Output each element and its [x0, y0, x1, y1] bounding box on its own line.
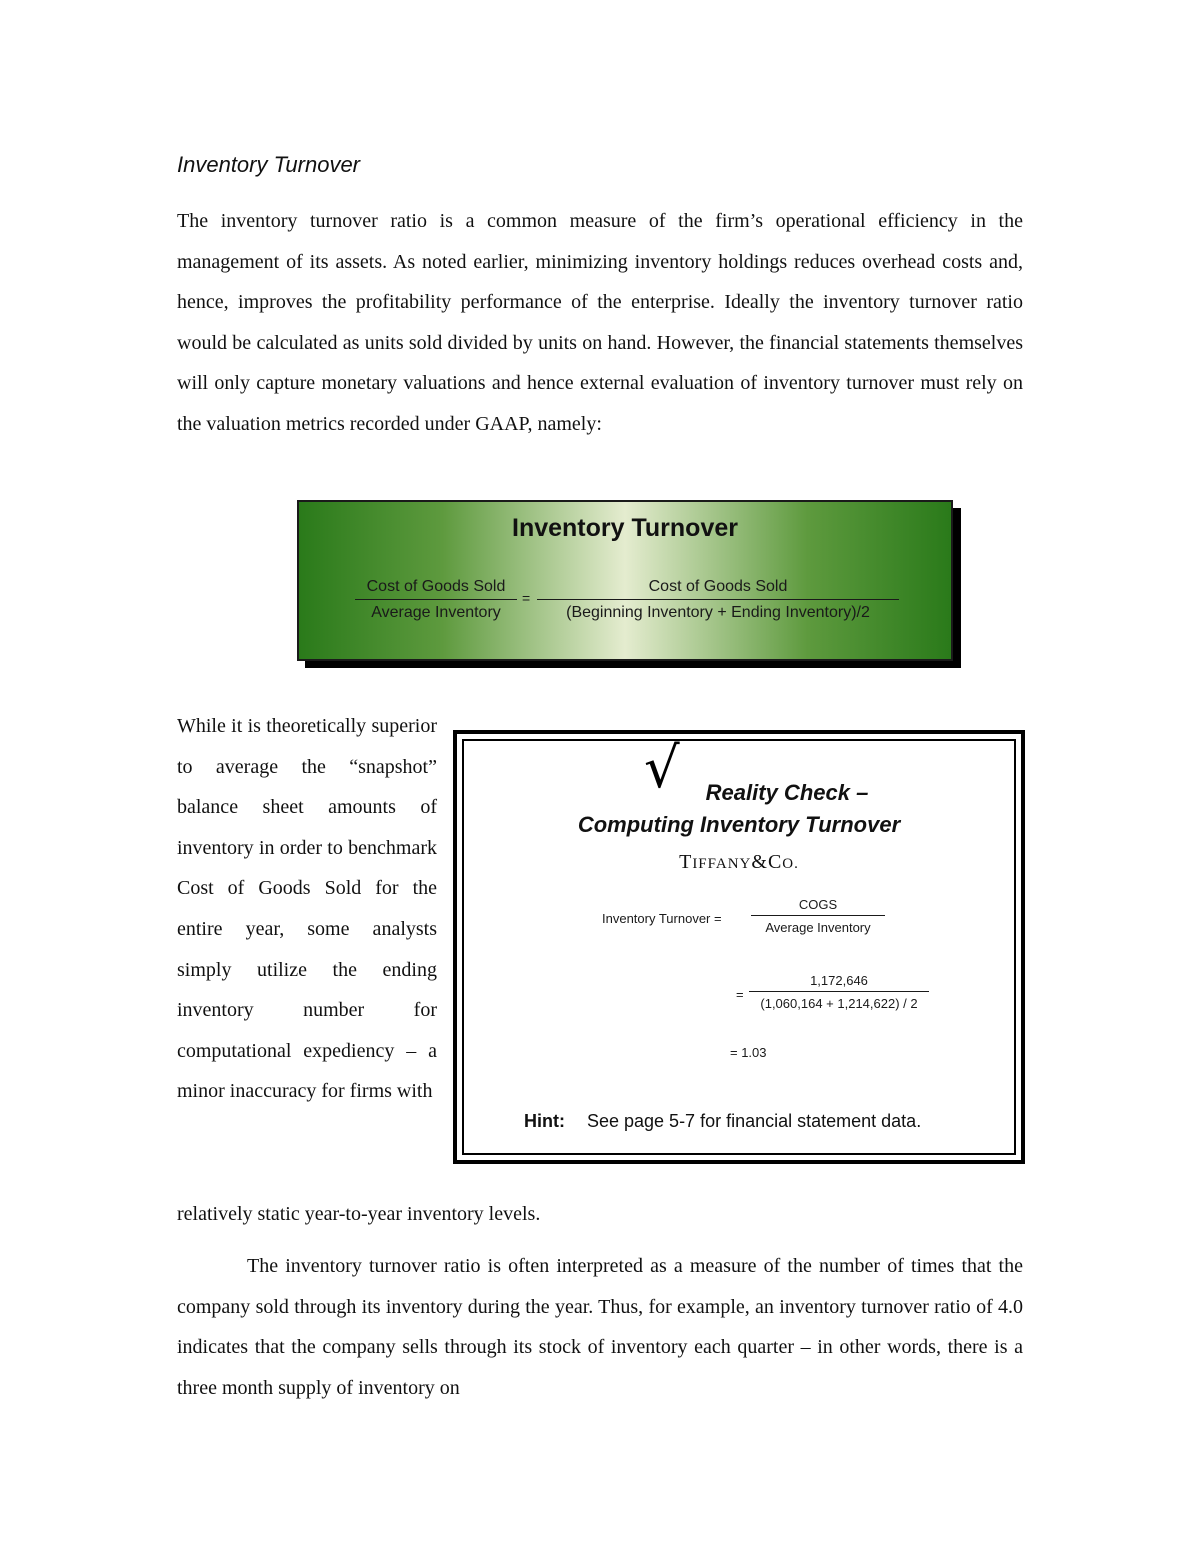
calc-result: = 1.03 — [730, 1045, 767, 1060]
formula-right-denominator: (Beginning Inventory + Ending Inventory)/2 — [566, 604, 870, 621]
check-mark-icon: √ — [644, 736, 680, 801]
formula-right-fraction — [537, 578, 899, 622]
calc-denominator: (1,060,164 + 1,214,622) / 2 — [760, 996, 918, 1011]
reality-check-inner-frame — [462, 736, 1016, 1155]
formula-right-numerator: Cost of Goods Sold — [537, 578, 899, 600]
formula-box-title: Inventory Turnover — [512, 514, 738, 542]
formula-box — [297, 500, 953, 661]
paragraph-wrapped-tail: relatively static year-to-year inventory levels. — [177, 1203, 541, 1225]
hint-line — [524, 1111, 921, 1132]
hint-text: See page 5-7 for financial statement data. — [586, 1111, 922, 1131]
hint-label: Hint: — [524, 1111, 565, 1131]
paragraph-wrapped: While it is theoretically superior to average the “snapshot” balance sheet amounts of inventory in order to benchmark Cost of Goods Sold for the entire year, some analysts simply utilize the ending inventory number for computational expediency – a minor inaccuracy for firms with — [177, 715, 437, 1103]
reality-check-title-line1: Reality Check – — [705, 780, 869, 805]
formula-equals: = — [522, 590, 531, 606]
turnover-formula-label: Inventory Turnover = — [602, 911, 722, 926]
reality-check-box — [453, 730, 1025, 1164]
paragraph-interpretation: The inventory turnover ratio is often interpreted as a measure of the number of times that the company sold through its inventory during the year. Thus, for example, an inventory turnover ratio of 4.0 indicates that the company sells through its stock of inventory each quarter – in other words, there is a three month supply of inventory on — [177, 1255, 1023, 1399]
reality-check-title — [464, 777, 1014, 841]
paragraph-intro: The inventory turnover ratio is a common measure of the firm’s operational efficiency in the management of its assets. As noted earlier, minimizing inventory holdings reduces overhead costs and, hence, improves the profitability performance of the enterprise. Ideally the inventory turnover ratio would be calculated as units sold divided by units on hand. However, the financial statements themselves will only capture monetary valuations and hence external evaluation of inventory turnover must rely on the valuation metrics recorded under GAAP, namely: — [177, 210, 1023, 435]
turnover-formula-denominator: Average Inventory — [765, 920, 871, 935]
calc-fraction — [749, 973, 929, 1011]
turnover-formula-numerator: COGS — [751, 897, 885, 916]
calc-numerator: 1,172,646 — [749, 973, 929, 992]
calc-equals: = — [736, 987, 744, 1002]
section-heading: Inventory Turnover — [177, 152, 361, 177]
formula-left-denominator: Average Inventory — [371, 604, 501, 621]
company-logo: TIFFANY&CO. — [679, 851, 799, 873]
turnover-formula-fraction — [751, 897, 885, 935]
formula-left-numerator: Cost of Goods Sold — [355, 578, 517, 600]
formula-left-fraction — [355, 578, 517, 622]
reality-check-title-line2: Computing Inventory Turnover — [577, 812, 901, 837]
